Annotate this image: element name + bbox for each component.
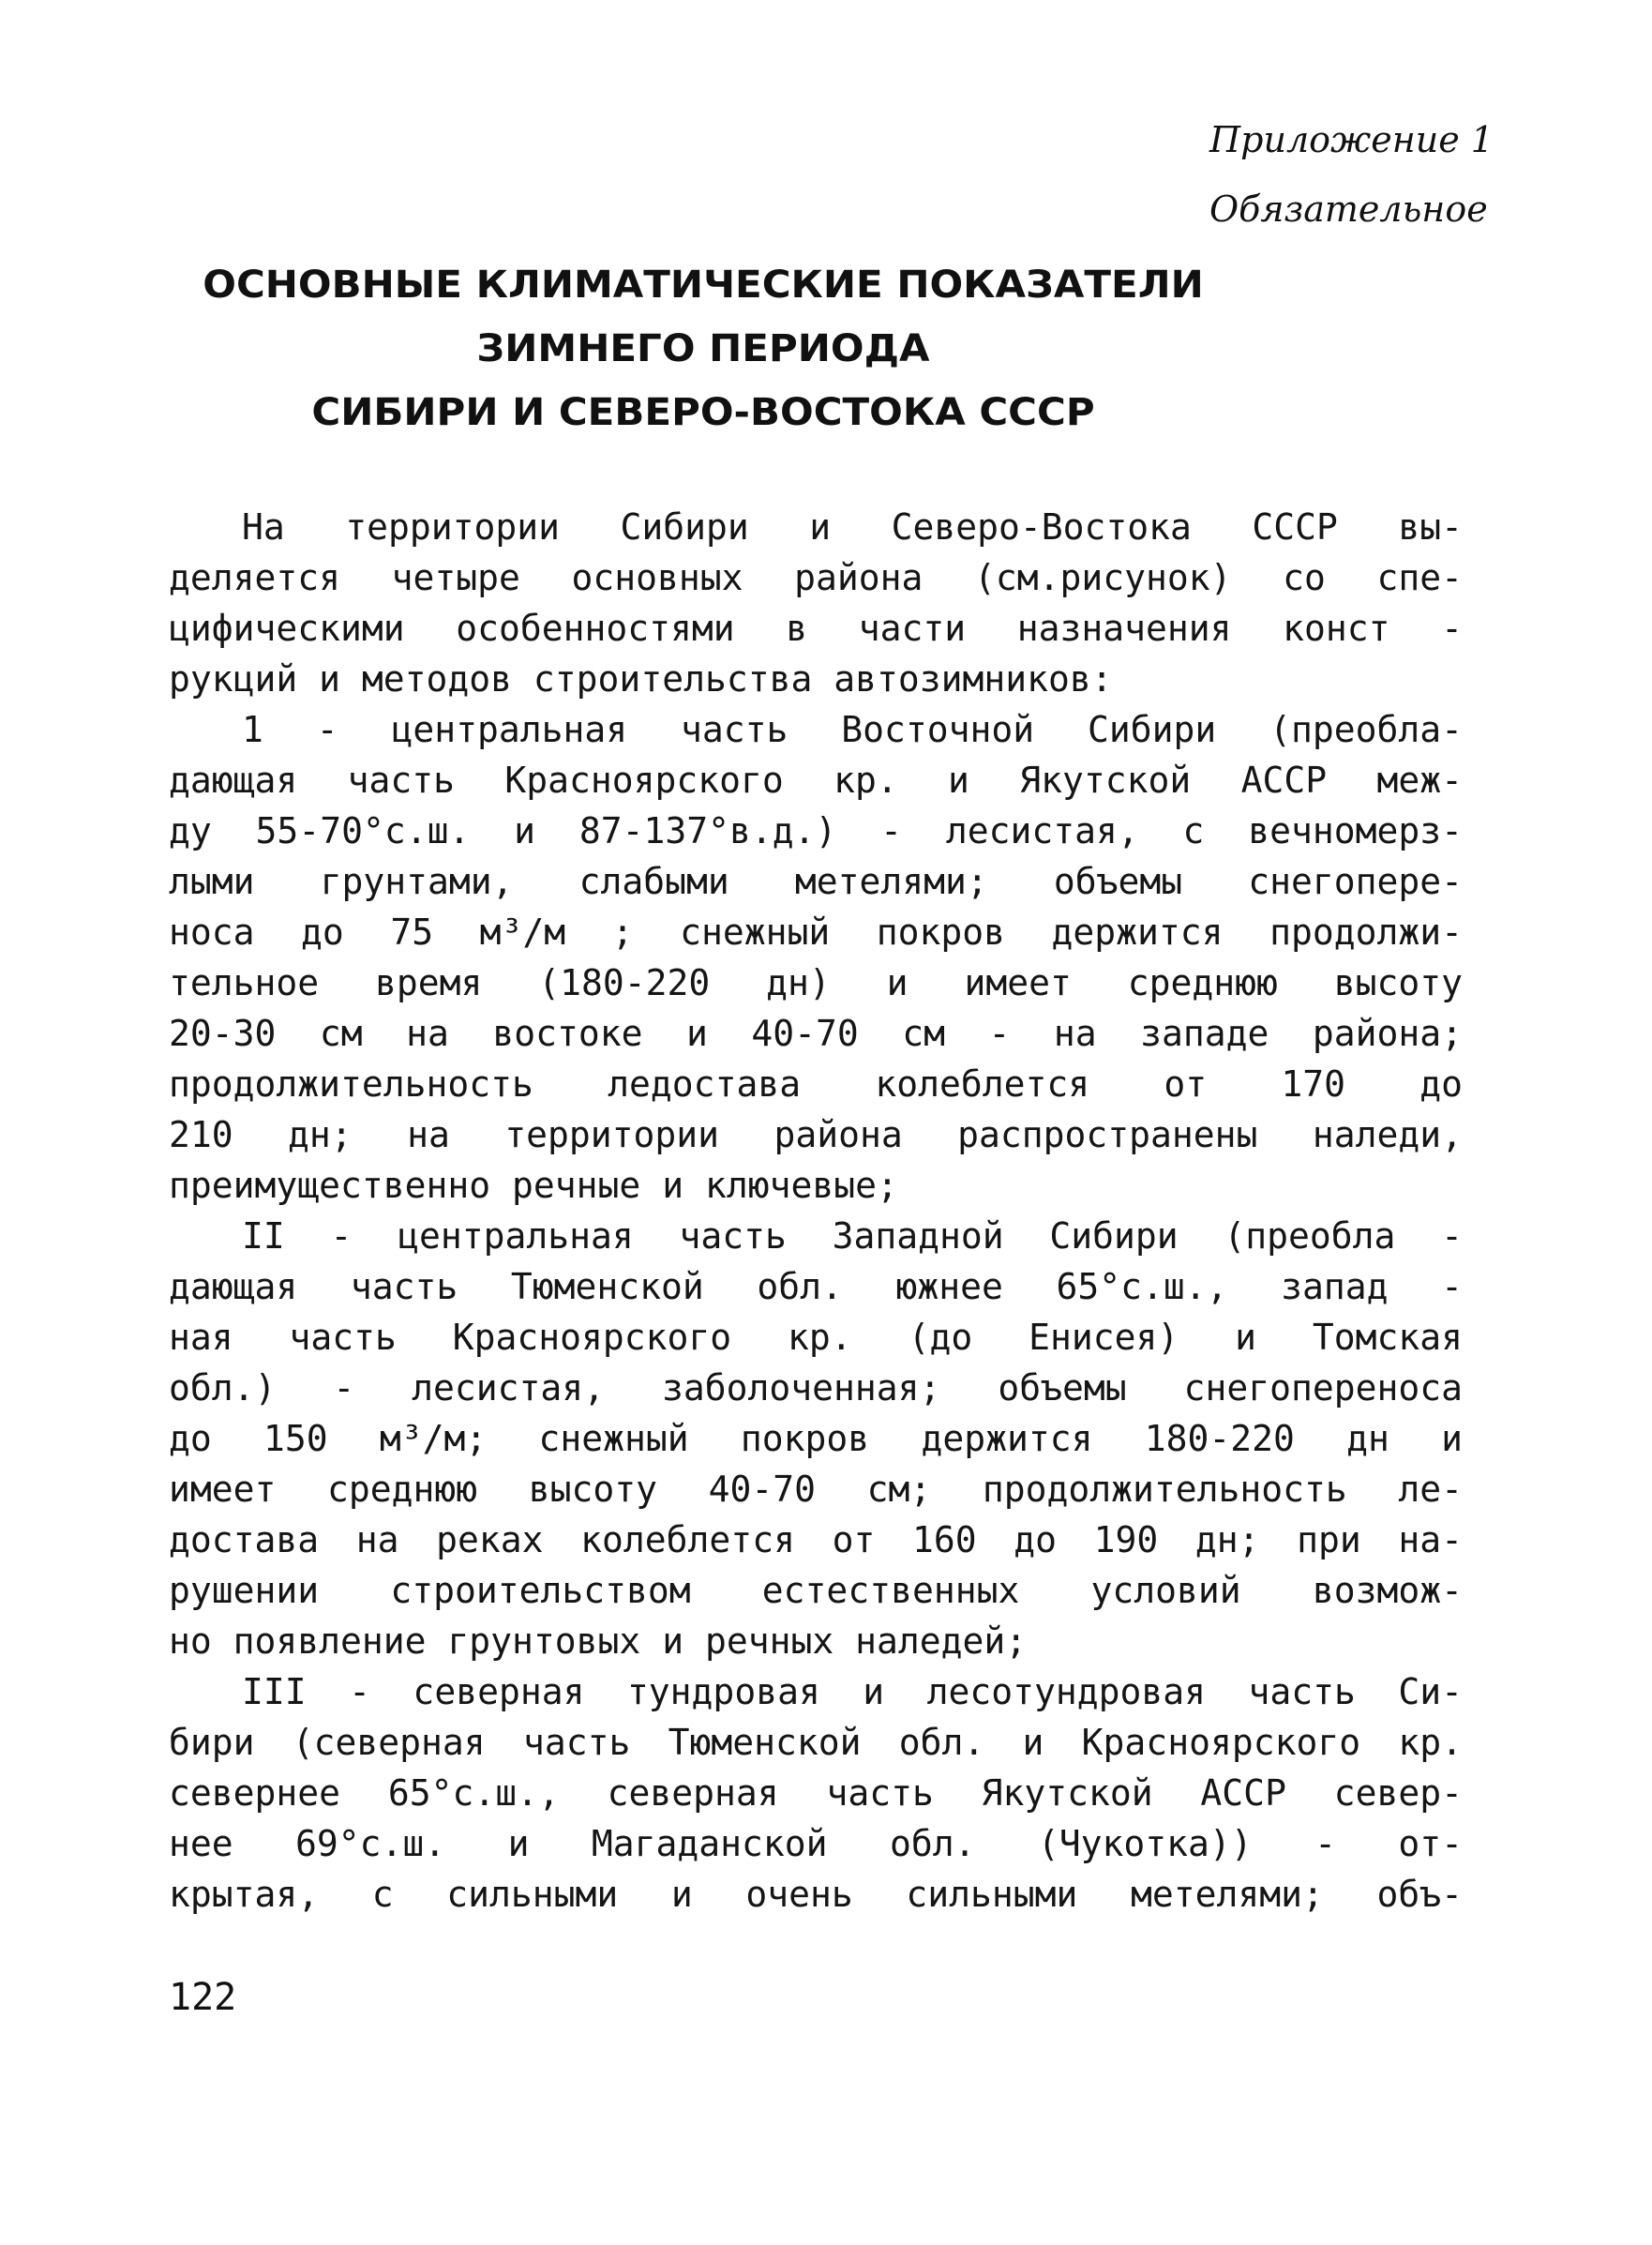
text-line: II - центральная часть Западной Сибири (преобла - (242, 1215, 1463, 1257)
text-line: тельное время (180-220 дн) и имеет среднюю высоту (169, 962, 1463, 1003)
text-line: но появление грунтовых и речных наледей; (169, 1620, 1028, 1662)
text-line: продолжительность ледостава колеблется от 170 до (169, 1063, 1463, 1105)
appendix-label: Приложение 1 (1209, 119, 1494, 160)
text-line: до 150 м³/м; снежный покров держится 180-220 дн и (169, 1418, 1463, 1459)
title-line-2: ЗИМНЕГО ПЕРИОДА (476, 327, 930, 370)
text-line: 20-30 см на востоке и 40-70 см - на западе района; (169, 1013, 1463, 1054)
text-line: рукций и методов строительства автозимников: (169, 658, 1113, 700)
text-line: крытая, с сильными и очень сильными метелями; объ- (169, 1874, 1463, 1915)
document-title (143, 253, 1265, 444)
appendix-status: Обязательное (1209, 188, 1488, 230)
text-line: обл.) - лесистая, заболоченная; объемы снегопереноса (169, 1367, 1463, 1409)
body-text (169, 502, 1463, 1920)
appendix-header (1209, 105, 1494, 244)
text-line: нее 69°с.ш. и Магаданской обл. (Чукотка)) - от- (169, 1823, 1463, 1864)
text-line: 210 дн; на территории района распространены наледи, (169, 1114, 1463, 1155)
text-line: севернее 65°с.ш., северная часть Якутской АССР север- (169, 1772, 1463, 1814)
text-line: дающая часть Красноярского кр. и Якутской АССР меж- (169, 760, 1463, 801)
text-line: деляется четыре основных района (см.рисунок) со спе- (169, 557, 1463, 598)
text-line: 1 - центральная часть Восточной Сибири (преобла- (242, 709, 1463, 750)
text-line: рушении строительством естественных условий возмож- (169, 1570, 1463, 1611)
text-line: ду 55-70°с.ш. и 87-137°в.д.) - лесистая, с вечномерз- (169, 810, 1463, 851)
text-line: На территории Сибири и Северо-Востока СССР вы- (242, 506, 1463, 548)
text-line: III - северная тундровая и лесотундровая часть Си- (242, 1671, 1463, 1712)
text-line: имеет среднюю высоту 40-70 см; продолжительность ле- (169, 1469, 1463, 1510)
text-line: дающая часть Тюменской обл. южнее 65°с.ш., запад - (169, 1266, 1463, 1307)
page-number: 122 (169, 1976, 237, 2019)
text-line: достава на реках колеблется от 160 до 190 дн; при на- (169, 1519, 1463, 1560)
title-line-1: ОСНОВНЫЕ КЛИМАТИЧЕСКИЕ ПОКАЗАТЕЛИ (203, 264, 1204, 307)
title-line-3: СИБИРИ И СЕВЕРО-ВОСТОКА СССР (311, 391, 1095, 434)
text-line: ная часть Красноярского кр. (до Енисея) и Томская (169, 1317, 1463, 1358)
text-line: цифическими особенностями в части назначения конст - (169, 608, 1463, 649)
text-line: лыми грунтами, слабыми метелями; объемы снегопере- (169, 861, 1463, 902)
text-line: носа до 75 м³/м ; снежный покров держится продолжи- (169, 912, 1463, 953)
text-line: бири (северная часть Тюменской обл. и Красноярского кр. (169, 1722, 1463, 1763)
text-line: преимущественно речные и ключевые; (169, 1165, 898, 1206)
